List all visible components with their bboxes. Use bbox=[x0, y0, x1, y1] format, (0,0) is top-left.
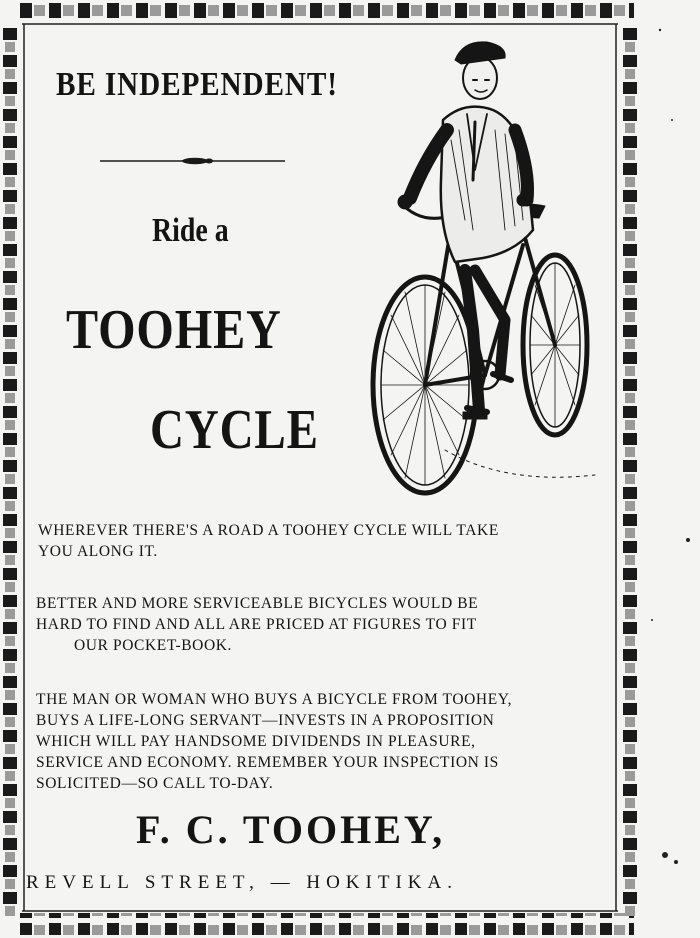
cyclist-illustration bbox=[355, 30, 625, 500]
body-text-line: OUR POCKET-BOOK. bbox=[74, 637, 233, 654]
body-text-line: SERVICE AND ECONOMY. REMEMBER YOUR INSPECTION IS bbox=[36, 754, 499, 771]
merchant-signature: F. C. TOOHEY, bbox=[136, 807, 446, 852]
body-text-line: HARD TO FIND AND ALL ARE PRICED AT FIGURES TO FIT bbox=[36, 616, 477, 633]
product-word: CYCLE bbox=[150, 399, 319, 461]
ornamental-rule bbox=[100, 156, 285, 166]
headline: BE INDEPENDENT! bbox=[56, 66, 338, 103]
body-text-line: SOLICITED—SO CALL TO-DAY. bbox=[36, 775, 274, 792]
body-text-line: BETTER AND MORE SERVICEABLE BICYCLES WOULD BE bbox=[36, 595, 479, 612]
body-text-line: BUYS A LIFE-LONG SERVANT—INVESTS IN A PROPOSITION bbox=[36, 712, 495, 729]
body-text-line: THE MAN OR WOMAN WHO BUYS A BICYCLE FROM TOOHEY, bbox=[36, 691, 513, 708]
body-text-line: WHICH WILL PAY HANDSOME DIVIDENDS IN PLEASURE, bbox=[36, 733, 476, 750]
merchant-address: REVELL STREET, — HOKITIKA. bbox=[26, 872, 458, 893]
ride-line: Ride a bbox=[152, 212, 229, 249]
body-text-line: YOU ALONG IT. bbox=[38, 543, 158, 560]
brand-word: TOOHEY bbox=[66, 299, 282, 361]
body-text-line: WHEREVER THERE'S A ROAD A TOOHEY CYCLE WILL TAKE bbox=[38, 522, 499, 539]
